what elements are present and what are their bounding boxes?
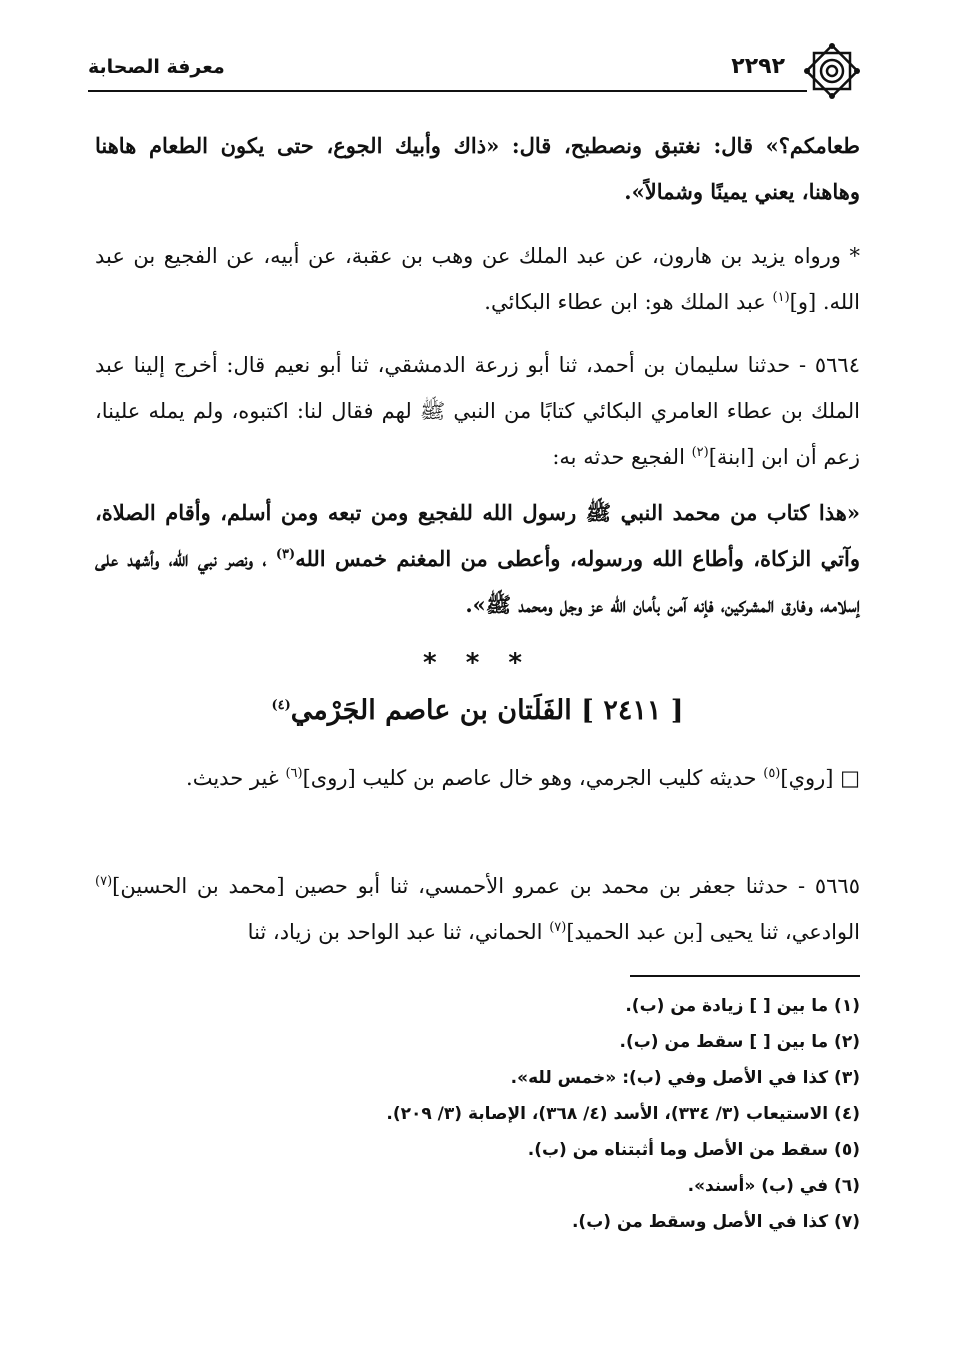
footnote-marker: (٧): [549, 920, 567, 935]
footnote-item: (١) ما بين [ ] زيادة من (ب).: [625, 996, 860, 1016]
footnote-item: (٧) كذا في الأصل وسقط من (ب).: [571, 1212, 860, 1232]
footnote-marker: (١): [772, 290, 790, 305]
footnote-rule: [630, 975, 860, 977]
footnote-item: (٤) الاستيعاب (٣/ ٣٣٤)، الأسد (٤/ ٣٦٨)، الإصابة (٣/ ٢٠٩).: [386, 1104, 860, 1124]
paragraph-riwaya: [95, 233, 860, 325]
page-number: ٢٢٩٢: [731, 54, 785, 79]
section-heading: [ ٢٤١١ ] الفَلَتان بن عاصم الجَرْمي$^{(٤)}$: [271, 695, 684, 726]
paragraph-text: «هذا كتاب من محمد النبي ﷺ رسول الله للفجيع ومن تبعه ومن أسلم، وأقام الصلاة، وآتي الزكاة، وأطاع الله ورسوله، وأعطى من المغنم خمس الله$^{(٣)}$ ، ونصر نبي الله، وأشهد على إسلامه، وفارق المشركين، فإنه آمن بأمان الله عز وجل ومحمد ﷺ».: [95, 500, 860, 617]
footnote-marker: (٤): [271, 698, 291, 713]
paragraph-kitab: [95, 490, 860, 628]
book-title: معرفة الصحابة: [88, 56, 225, 78]
paragraph-text: ٥٦٦٥ - حدثنا جعفر بن محمد بن عمرو الأحمسي، ثنا أبو حصين [محمد بن الحسين]$^{(٧)}$ الوادعي، ثنا يحيى [بن عبد الحميد]$^{(٧)}$ الحماني، ثنا عبد الواحد بن زياد، ثنا: [95, 874, 860, 944]
footnote-marker: (٥): [763, 766, 781, 781]
footnote-marker: (٣): [275, 547, 296, 562]
header-rule: [88, 90, 807, 92]
page-header: [88, 50, 863, 94]
footnote-marker: (٢): [691, 445, 709, 460]
footnote-item: (٣) كذا في الأصل وفي (ب): «خمس لله».: [510, 1068, 860, 1088]
ornament-icon: [801, 40, 863, 102]
paragraph-text: ٥٦٦٤ - حدثنا سليمان بن أحمد، ثنا أبو زرعة الدمشقي، ثنا أبو نعيم قال: أخرج إلينا عبد الملك بن عطاء العامري البكائي كتابًا من النبي ﷺ لهم فقال لنا: اكتبوه، ولم يمله علينا، زعم أن ابن [ابنة]$^{(٢)}$ الفجيع حدثه به:: [95, 353, 860, 469]
footnote-item: (٦) في (ب) «أسند».: [687, 1176, 860, 1196]
section-separator: * * *: [423, 648, 532, 678]
paragraph-text: طعامكم؟» قال: نغتبق ونصطبح، قال: «ذاك وأبيك الجوع، حتى يكون الطعام هاهنا وهاهنا، يعني يمينًا وشمالاً».: [95, 133, 860, 204]
paragraph-hadith-end: [95, 123, 860, 215]
paragraph-5664: [95, 342, 860, 480]
footnotes: [95, 988, 860, 1240]
footnote-marker: (٦): [285, 766, 303, 781]
paragraph-5665: [95, 863, 860, 955]
paragraph-text: * ورواه يزيد بن هارون، عن عبد الملك عن وهب بن عقبة، عن أبيه، عن الفجيع بن عبد الله. [و]$^{(١)}$ عبد الملك هو: ابن عطاء البكائي.: [95, 244, 860, 314]
footnote-item: (٥) سقط من الأصل وما أثبتناه من (ب).: [527, 1140, 860, 1160]
footnote-marker: (٧): [95, 874, 113, 889]
paragraph-text: □ [روي]$^{(٥)}$ حديثه كليب الجرمي، وهو خال عاصم بن كليب [روى]$^{(٦)}$ غير حديث.: [186, 766, 860, 790]
paragraph-biography: [95, 755, 860, 801]
footnote-item: (٢) ما بين [ ] سقط من (ب).: [619, 1032, 860, 1052]
